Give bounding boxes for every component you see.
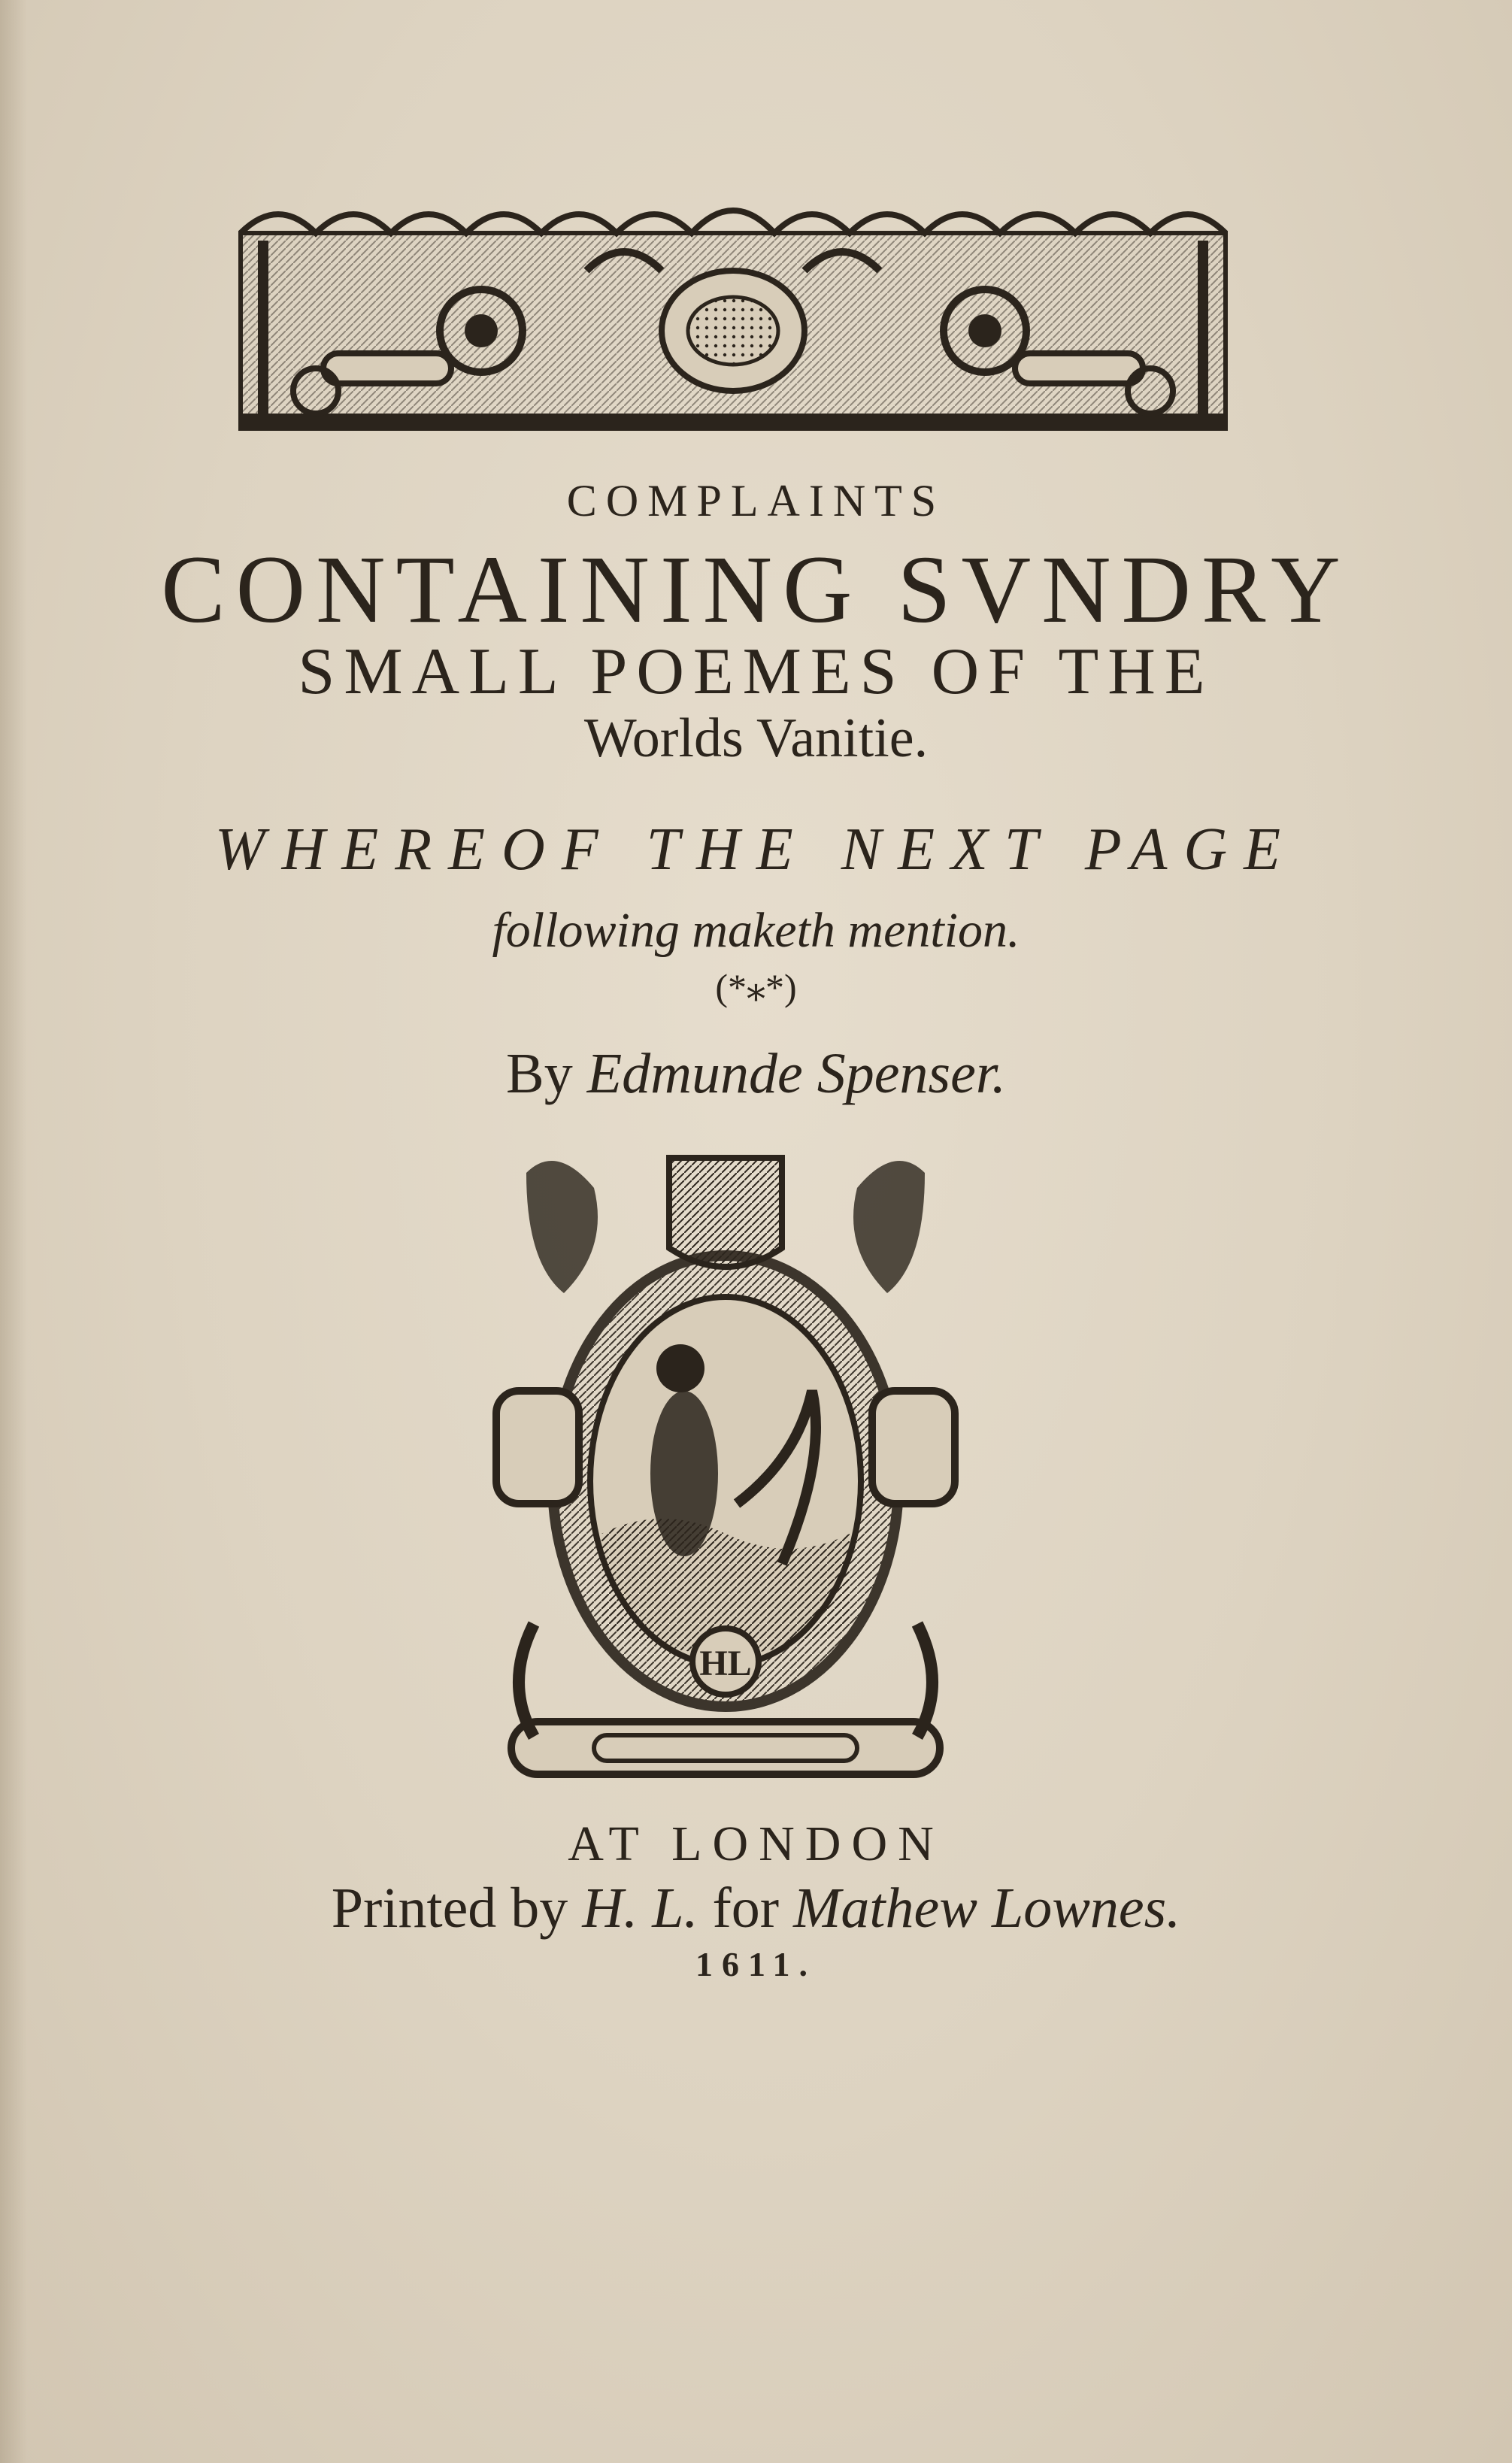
whereof-line: WHEREOF THE NEXT PAGE — [215, 816, 1297, 883]
ornamental-headpiece — [233, 188, 1233, 436]
small-poemes-line: SMALL POEMES OF THE — [298, 635, 1214, 708]
imprint-line — [0, 1877, 1512, 1940]
at-london-line: AT LONDON — [568, 1816, 944, 1871]
spine-shadow — [0, 0, 27, 2463]
printed-by-label: Printed by — [331, 1877, 568, 1940]
asterism-mark: (*⁎*) — [715, 966, 797, 1008]
printer-name: H. L. — [582, 1877, 698, 1940]
following-line: following maketh mention. — [492, 903, 1020, 958]
containing-line: CONTAINING SVNDRY — [161, 536, 1351, 643]
worlds-vanitie-line: Worlds Vanitie. — [583, 707, 929, 769]
author-name: Edmunde Spenser. — [586, 1042, 1006, 1105]
device-monogram: HL — [699, 1644, 752, 1683]
for-label: for — [712, 1877, 780, 1940]
by-label: By — [506, 1042, 573, 1105]
publication-year: 1611. — [695, 1945, 817, 1983]
publisher-name: Mathew Lownes. — [793, 1877, 1181, 1940]
complaints-heading: COMPLAINTS — [566, 476, 946, 526]
printers-device-emblem — [481, 1143, 970, 1789]
author-line — [0, 1042, 1512, 1105]
